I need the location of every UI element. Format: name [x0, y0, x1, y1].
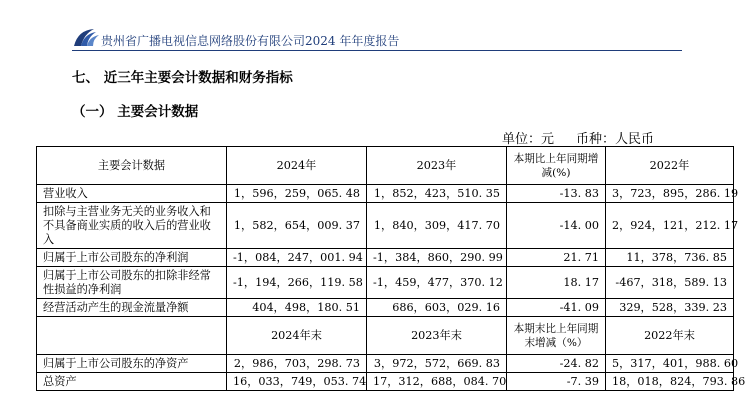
cell-2024: 1，596，259，065. 48: [227, 185, 367, 203]
cell-change: 18. 17: [507, 267, 606, 299]
header-2024: 2024年: [227, 147, 367, 185]
subheader-2024: 2024年末: [227, 317, 367, 355]
currency-label: 币种：人民币: [576, 132, 655, 147]
report-header-title: 贵州省广播电视信息网络股份有限公司2024 年年度报告: [101, 34, 400, 48]
cell-2024: -1，084，247，001. 94: [227, 249, 367, 267]
cell-2024: -1，194，266，119. 58: [227, 267, 367, 299]
cell-2023: 17，312，688，084. 70: [367, 373, 507, 391]
cell-change: -13. 83: [507, 185, 606, 203]
accounting-data-table: [36, 146, 745, 391]
header-item: 主要会计数据: [37, 147, 227, 185]
cell-change: -24. 82: [507, 355, 606, 373]
cell-change: -7. 39: [507, 373, 606, 391]
subheader-item: [37, 317, 227, 355]
row-label: 归属于上市公司股东的净利润: [37, 249, 227, 267]
table-row: [37, 185, 734, 203]
header-2023: 2023年: [367, 147, 507, 185]
cell-change: -14. 00: [507, 203, 606, 249]
table-row: [37, 267, 734, 299]
row-label: 营业收入: [37, 185, 227, 203]
table-row: [37, 373, 734, 391]
company-logo-icon: [72, 26, 102, 48]
cell-2024: 1，582，654，009. 37: [227, 203, 367, 249]
cell-2023: -1，384，860，290. 99: [367, 249, 507, 267]
subheader-2023: 2023年末: [367, 317, 507, 355]
table-row: [37, 355, 734, 373]
table-header-row: [37, 147, 734, 185]
cell-2022: -467，318，589. 13: [606, 267, 734, 299]
cell-2022: 5，317，401，988. 60: [606, 355, 734, 373]
subsection-title: （一） 主要会计数据: [72, 104, 199, 120]
cell-2023: 1，840，309，417. 70: [367, 203, 507, 249]
cell-2022: 3，723，895，286. 19: [606, 185, 734, 203]
cell-2022: 11，378，736. 85: [606, 249, 734, 267]
header-2022: 2022年: [606, 147, 734, 185]
table-subheader-row: [37, 317, 734, 355]
section-title: 七、 近三年主要会计数据和财务指标: [72, 70, 293, 86]
cell-change: 21. 71: [507, 249, 606, 267]
header-change: 本期比上年同期增减(%): [507, 147, 606, 185]
cell-2024: 2，986，703，298. 73: [227, 355, 367, 373]
cell-2023: -1，459，477，370. 12: [367, 267, 507, 299]
report-header: [72, 26, 682, 51]
unit-label: 单位：元: [502, 132, 555, 147]
cell-2023: 1，852，423，510. 35: [367, 185, 507, 203]
cell-2024: 16，033，749，053. 74: [227, 373, 367, 391]
row-label: 扣除与主营业务无关的业务收入和不具备商业实质的收入后的营业收入: [37, 203, 227, 249]
cell-2024: 404，498，180. 51: [227, 299, 367, 317]
table-row: [37, 249, 734, 267]
cell-2022: 18，018，824，793. 86: [606, 373, 734, 391]
cell-2023: 686，603，029. 16: [367, 299, 507, 317]
cell-2023: 3，972，572，669. 83: [367, 355, 507, 373]
cell-2022: 329，528，339. 23: [606, 299, 734, 317]
table-row: [37, 299, 734, 317]
subheader-2022: 2022年末: [606, 317, 734, 355]
row-label: 经营活动产生的现金流量净额: [37, 299, 227, 317]
cell-change: -41. 09: [507, 299, 606, 317]
subheader-change: 本期末比上年同期末增减（%）: [507, 317, 606, 355]
row-label: 归属于上市公司股东的扣除非经常性损益的净利润: [37, 267, 227, 299]
row-label: 归属于上市公司股东的净资产: [37, 355, 227, 373]
table-row: [37, 203, 734, 249]
unit-currency-line: [502, 128, 654, 147]
row-label: 总资产: [37, 373, 227, 391]
cell-2022: 2，924，121，212. 17: [606, 203, 734, 249]
